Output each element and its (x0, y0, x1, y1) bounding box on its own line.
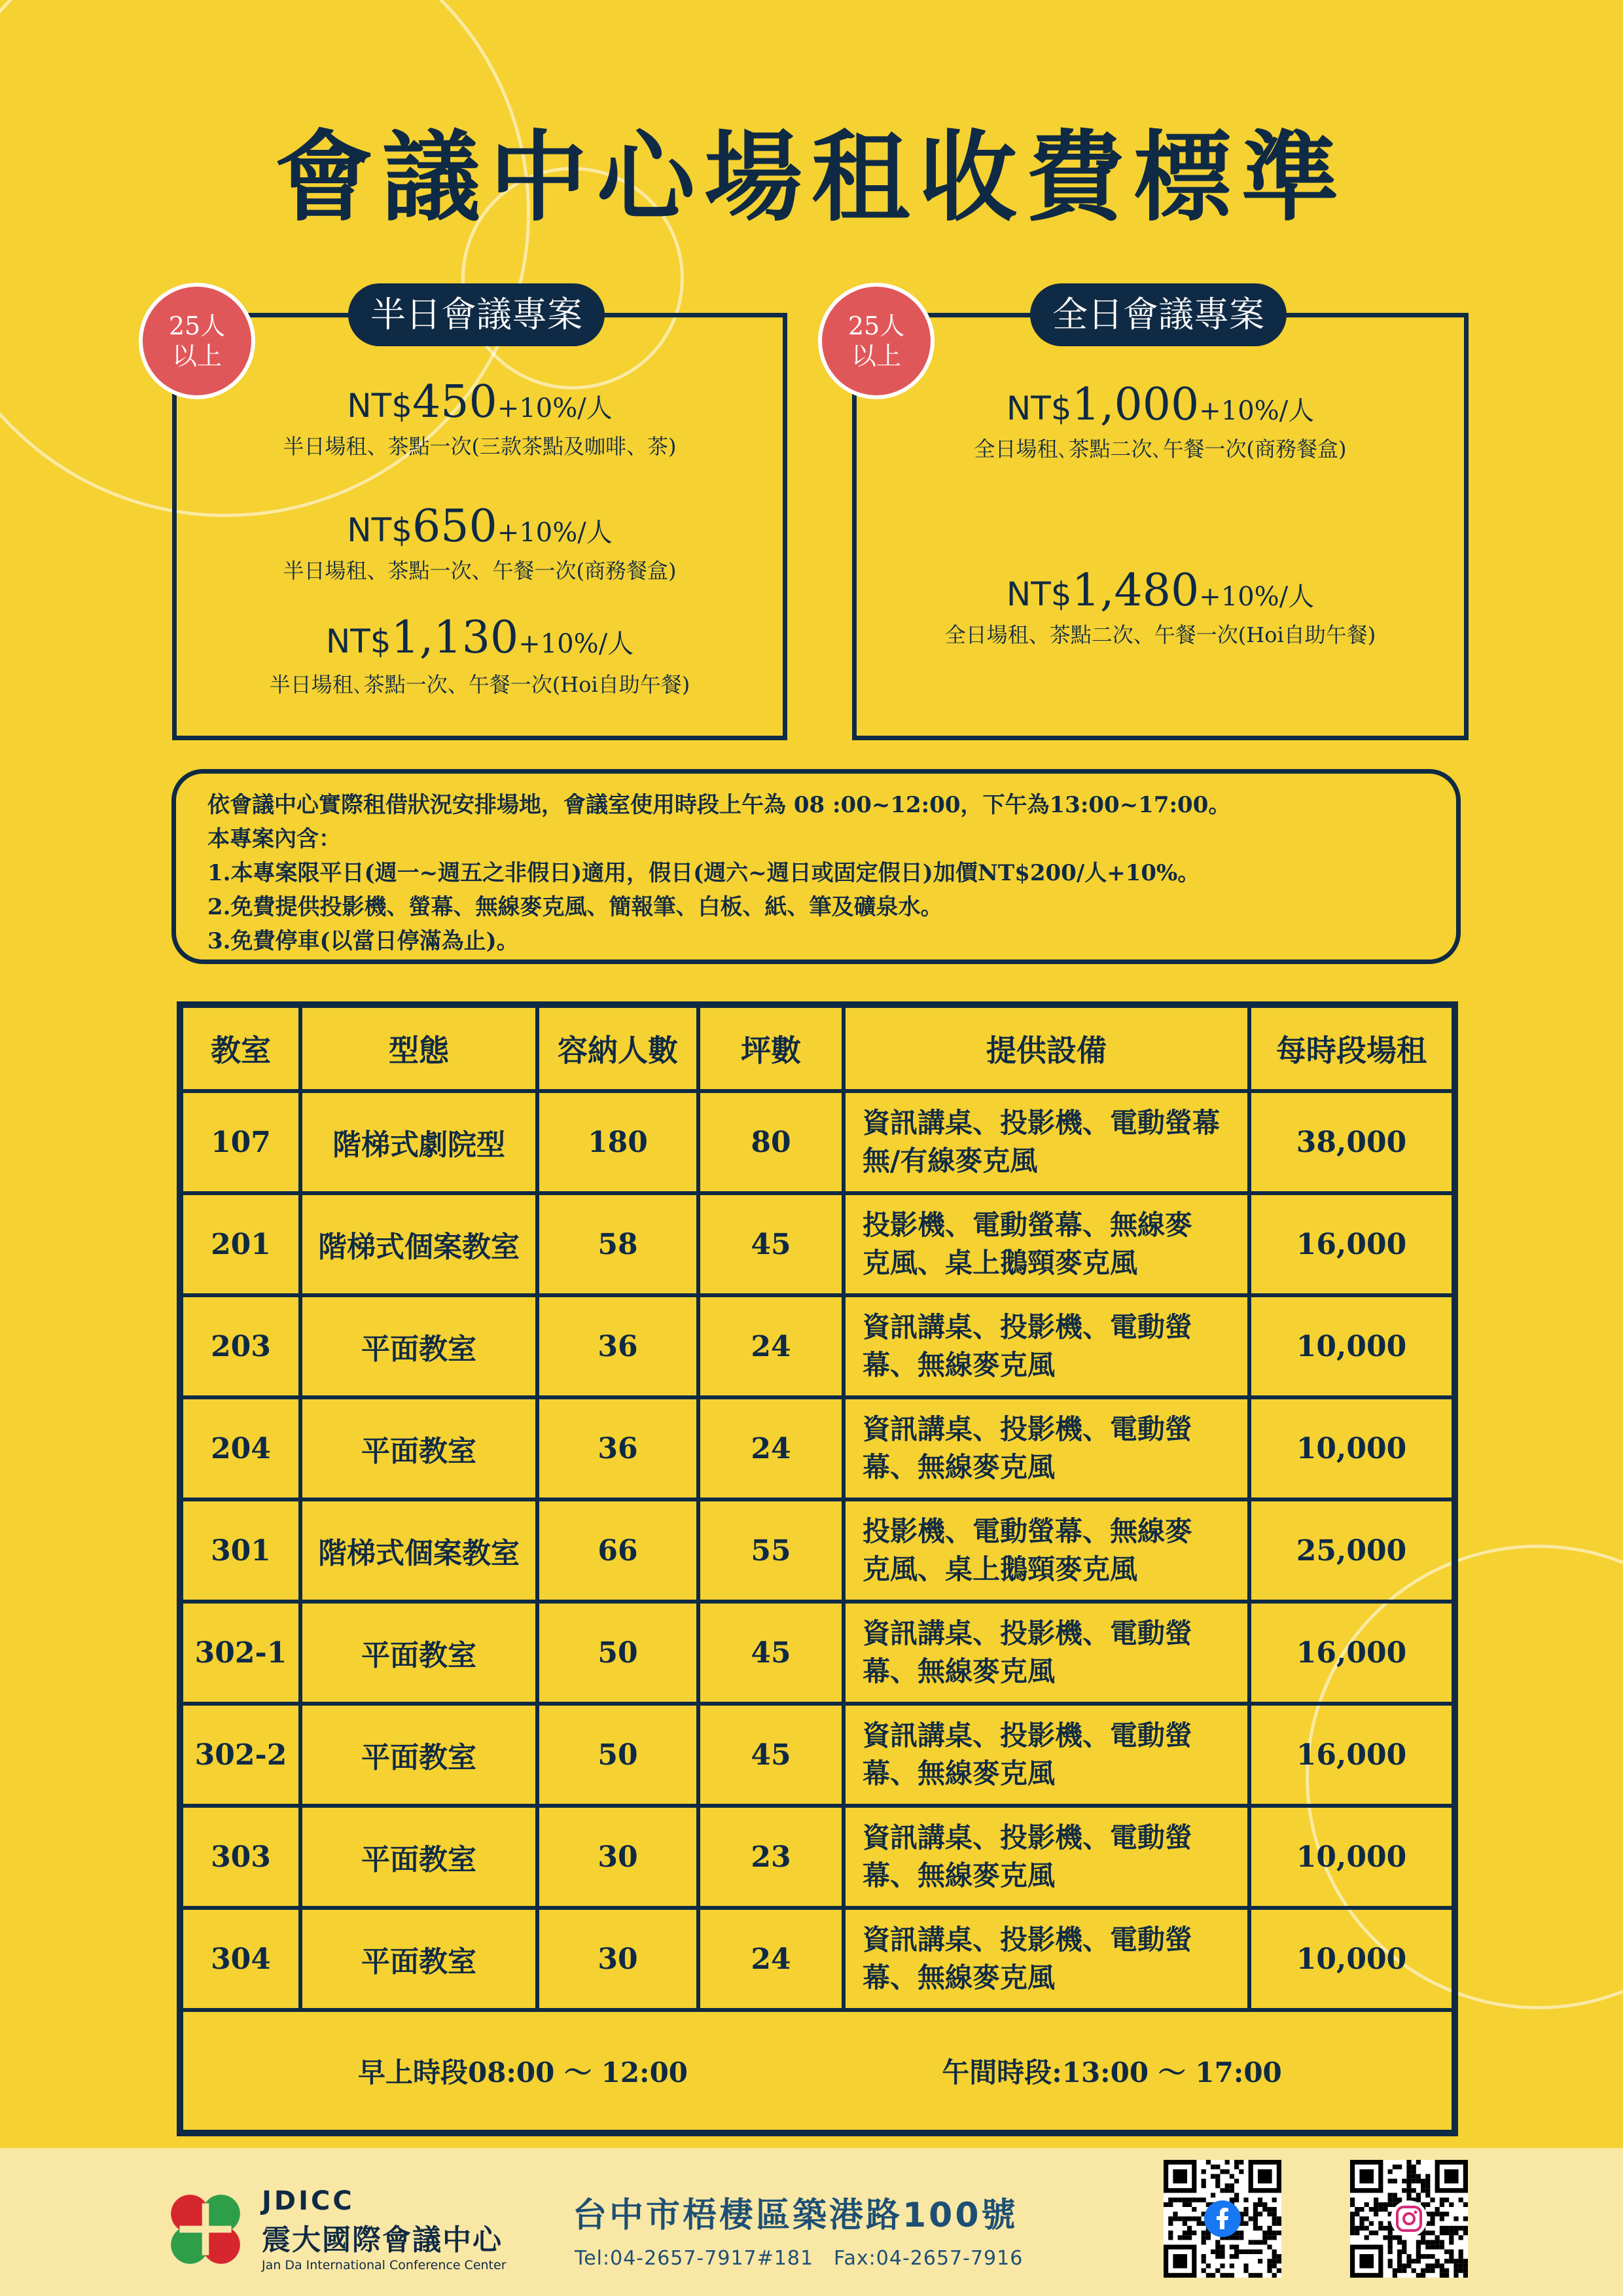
badge-min-people: 25人 以上 (818, 283, 935, 399)
logo-abbrev: JDICC (262, 2186, 355, 2216)
badge-min-people: 25人 以上 (139, 283, 255, 399)
capacity-cell: 66 (537, 1499, 698, 1602)
room-cell: 203 (181, 1295, 300, 1397)
header-ping: 坪數 (698, 1006, 844, 1091)
price-line: NT$450+10%/人 (347, 376, 613, 428)
room-cell: 304 (181, 1908, 300, 2010)
equipment-cell (844, 1091, 1249, 1193)
equipment-line: 幕、無線麥克風 (863, 1859, 1056, 1892)
equipment-cell (844, 1602, 1249, 1704)
header-type: 型態 (300, 1006, 537, 1091)
instagram-qr-code[interactable] (1350, 2160, 1468, 2278)
room-cell: 302-2 (181, 1704, 300, 1806)
package-full-day (852, 294, 1469, 740)
logo-chinese-name: 震大國際會議中心 (262, 2223, 503, 2257)
price-line: NT$650+10%/人 (347, 501, 613, 552)
time-slots (181, 2010, 1454, 2132)
equipment-line: 資訊講桌、投影機、電動螢幕 (863, 1107, 1221, 1139)
ping-cell: 55 (698, 1499, 844, 1602)
package-label: 半日會議專案 (348, 283, 605, 346)
rent-cell: 10,000 (1249, 1806, 1454, 1908)
equipment-cell (844, 1397, 1249, 1499)
note-line: 依會議中心實際租借狀況安排場地，會議室使用時段上午為 08 :00~12:00，下午為13:00~17:00。 (207, 792, 1231, 818)
ping-cell: 24 (698, 1295, 844, 1397)
header-room: 教室 (181, 1006, 300, 1091)
facebook-qr-code[interactable] (1164, 2160, 1281, 2278)
page-title: 會議中心場租收費標準 (274, 120, 1348, 235)
type-cell: 階梯式個案教室 (300, 1193, 537, 1295)
package-half-day (172, 294, 787, 740)
equipment-line: 投影機、電動螢幕、無線麥 (863, 1209, 1193, 1241)
equipment-line: 無/有線麥克風 (863, 1145, 1038, 1177)
rent-cell: 38,000 (1249, 1091, 1454, 1193)
capacity-cell: 30 (537, 1806, 698, 1908)
table-row (181, 1499, 1454, 1602)
table-row (181, 1908, 1454, 2010)
equipment-line: 幕、無線麥克風 (863, 1349, 1056, 1381)
price-line: NT$1,480+10%/人 (1006, 565, 1315, 617)
equipment-line: 資訊講桌、投影機、電動螢 (863, 1821, 1193, 1854)
price-desc: 半日場租、茶點一次、午餐一次(商務餐盒) (283, 558, 677, 583)
table-row (181, 1602, 1454, 1704)
logo-english-name: Jan Da International Conference Center (262, 2258, 507, 2272)
type-cell: 平面教室 (300, 1397, 537, 1499)
room-cell: 201 (181, 1193, 300, 1295)
capacity-cell: 58 (537, 1193, 698, 1295)
ping-cell: 24 (698, 1397, 844, 1499)
type-cell: 階梯式個案教室 (300, 1499, 537, 1602)
capacity-cell: 50 (537, 1704, 698, 1806)
ping-cell: 80 (698, 1091, 844, 1193)
capacity-cell: 180 (537, 1091, 698, 1193)
ping-cell: 24 (698, 1908, 844, 2010)
header-rent: 每時段場租 (1249, 1006, 1454, 1091)
ping-cell: 45 (698, 1193, 844, 1295)
afternoon-slot: 午間時段:13:00 ～ 17:00 (942, 2056, 1282, 2089)
equipment-line: 資訊講桌、投影機、電動螢 (863, 1413, 1193, 1445)
equipment-line: 投影機、電動螢幕、無線麥 (863, 1515, 1193, 1547)
equipment-line: 克風、桌上鵝頸麥克風 (863, 1553, 1138, 1585)
equipment-line: 幕、無線麥克風 (863, 1655, 1056, 1687)
equipment-cell (844, 1908, 1249, 2010)
equipment-cell (844, 1295, 1249, 1397)
capacity-cell: 36 (537, 1397, 698, 1499)
package-label: 全日會議專案 (1030, 283, 1287, 346)
rent-cell: 16,000 (1249, 1704, 1454, 1806)
contact-info: Tel:04-2657-7917#181 Fax:04-2657-7916 (575, 2247, 1024, 2270)
note-line: 2.免費提供投影機、螢幕、無線麥克風、簡報筆、白板、紙、筆及礦泉水。 (207, 894, 943, 920)
table-row (181, 1704, 1454, 1806)
address: 台中市梧棲區築港路100號 (573, 2196, 1018, 2235)
equipment-line: 幕、無線麥克風 (863, 1962, 1056, 1994)
rent-cell: 10,000 (1249, 1295, 1454, 1397)
room-cell: 302-1 (181, 1602, 300, 1704)
rent-cell: 16,000 (1249, 1193, 1454, 1295)
facebook-icon (1204, 2200, 1241, 2237)
equipment-line: 資訊講桌、投影機、電動螢 (863, 1311, 1193, 1343)
table-row (181, 1397, 1454, 1499)
price-line: NT$1,000+10%/人 (1006, 379, 1315, 431)
type-cell: 平面教室 (300, 1908, 537, 2010)
rent-cell: 10,000 (1249, 1908, 1454, 2010)
equipment-cell (844, 1499, 1249, 1602)
ping-cell: 45 (698, 1602, 844, 1704)
price-desc: 全日場租､茶點二次､午餐一次(商務餐盒) (974, 437, 1347, 461)
room-cell: 301 (181, 1499, 300, 1602)
header-equipment: 提供設備 (844, 1006, 1249, 1091)
room-rate-table (177, 1001, 1458, 2136)
table-footer-row (181, 2010, 1454, 2132)
clover-logo-icon (162, 2186, 249, 2272)
note-line: 1.本專案限平日(週一~週五之非假日)適用，假日(週六~週日或固定假日)加價NT$200/人+10%。 (207, 860, 1200, 886)
room-cell: 204 (181, 1397, 300, 1499)
price-desc: 半日場租、茶點一次(三款茶點及咖啡、茶) (283, 434, 677, 459)
equipment-cell (844, 1193, 1249, 1295)
price-line: NT$1,130+10%/人 (325, 612, 634, 664)
table-row (181, 1091, 1454, 1193)
equipment-line: 資訊講桌、投影機、電動螢 (863, 1719, 1193, 1751)
equipment-line: 克風、桌上鵝頸麥克風 (863, 1247, 1138, 1279)
morning-slot: 早上時段08:00 ～ 12:00 (357, 2056, 688, 2089)
equipment-line: 幕、無線麥克風 (863, 1451, 1056, 1483)
capacity-cell: 30 (537, 1908, 698, 2010)
note-line: 本專案內含： (207, 826, 341, 852)
type-cell: 階梯式劇院型 (300, 1091, 537, 1193)
equipment-line: 資訊講桌、投影機、電動螢 (863, 1617, 1193, 1649)
table-header-row (181, 1006, 1454, 1091)
table-row (181, 1295, 1454, 1397)
type-cell: 平面教室 (300, 1806, 537, 1908)
notes-box (171, 769, 1461, 964)
header-capacity: 容納人數 (537, 1006, 698, 1091)
rent-cell: 25,000 (1249, 1499, 1454, 1602)
type-cell: 平面教室 (300, 1295, 537, 1397)
ping-cell: 23 (698, 1806, 844, 1908)
equipment-cell (844, 1806, 1249, 1908)
logo-text (262, 2186, 507, 2272)
capacity-cell: 50 (537, 1602, 698, 1704)
equipment-line: 資訊講桌、投影機、電動螢 (863, 1924, 1193, 1956)
room-cell: 107 (181, 1091, 300, 1193)
rent-cell: 16,000 (1249, 1602, 1454, 1704)
instagram-icon (1391, 2200, 1427, 2237)
ping-cell: 45 (698, 1704, 844, 1806)
table-row (181, 1193, 1454, 1295)
price-desc: 全日場租、茶點二次、午餐一次(Hoi自助午餐) (944, 622, 1376, 647)
equipment-line: 幕、無線麥克風 (863, 1757, 1056, 1789)
type-cell: 平面教室 (300, 1704, 537, 1806)
note-line: 3.免費停車(以當日停滿為止)。 (207, 928, 519, 954)
table-row (181, 1806, 1454, 1908)
capacity-cell: 36 (537, 1295, 698, 1397)
price-desc: 半日場租､茶點一次、午餐一次(Hoi自助午餐) (269, 672, 690, 697)
type-cell: 平面教室 (300, 1602, 537, 1704)
equipment-cell (844, 1704, 1249, 1806)
room-cell: 303 (181, 1806, 300, 1908)
rent-cell: 10,000 (1249, 1397, 1454, 1499)
